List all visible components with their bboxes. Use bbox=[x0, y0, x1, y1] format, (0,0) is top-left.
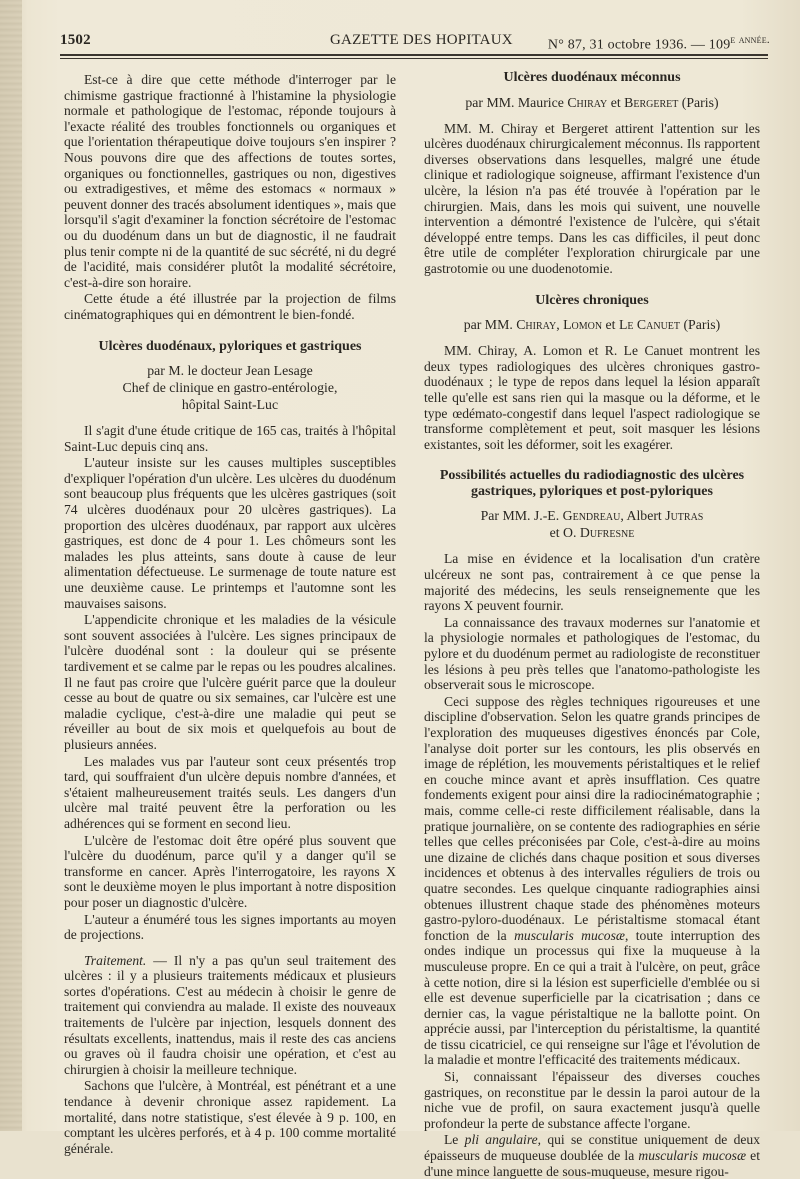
body-text: , qui se constitue uniquement de deux épaisseurs de muqueuse doublée de la bbox=[424, 1132, 760, 1164]
byline-text: (Paris) bbox=[678, 94, 719, 110]
body-paragraph: Sachons que l'ulcère, à Montréal, est pénétrant et a une tendance à devenir chronique assez rapidement. La mortalité, dans notre statistique, s'est élevée à 9 p. 100, en comptant les ulcères perforés, et à 4 p. 100 comme mortalité générale. bbox=[64, 1078, 396, 1156]
body-text: et d'une mince languette de sous-muqueuse, mesure rigou- bbox=[424, 1148, 760, 1179]
body-paragraph: MM. M. Chiray et Bergeret attirent l'attention sur les ulcères duodénaux chirurgicalement méconnus. Ils rapportent diverses observations dans lesquelles, malgré une étude clinique et radiologique soigneuse, affirmant l'existence d'un ulcère, la lésion n'a pas été trouvée à l'opération par le chirurgien. Mais, dans les mois qui suivent, une nouvelle intervention a démontré l'existence de l'ulcère, qui s'était développé entre temps. Dans les cas difficiles, il peut donc être utile de compléter l'exploration chirurgicale par une gastrotomie ou une duodenotomie. bbox=[424, 120, 760, 276]
byline-line bbox=[424, 524, 760, 541]
section-title-ulceres-duodenaux: Ulcères duodénaux, pyloriques et gastriques bbox=[98, 338, 362, 354]
byline-text: par MM. bbox=[463, 317, 517, 333]
byline-text: et bbox=[607, 94, 625, 110]
section-byline bbox=[64, 362, 396, 413]
issue-year-suffix: e année. bbox=[730, 32, 770, 46]
intro-paragraph-1: Est-ce à dire que cette méthode d'interroger par le chimisme gastrique fractionné à l'histamine la physiologie normale et pathologique de l'estomac, réponde toujours à l'exacte réalité des troubles fonctionnels ou organiques et que l'orientation thérapeutique doive toujours s'en inspirer ? Nous pouvons dire que des affections de toutes sortes, organiques ou fonctionnelles, gastriques ou non, digestives ou extradigestives, et même des estomacs « normaux » peuvent donner des tracés absolument identiques », mais que lorsqu'il s'agit d'examiner la fonction sécrétoire de l'estomac ou du duodénum dans un but de diagnostic, il ne faudrait plus tenir compte ni de la quantité de suc sécrété, ni du degré de l'acidité, mais considérer plutôt la modalité sécrétoire, c'est-à-dire son horaire. bbox=[64, 72, 396, 290]
body-text: Le bbox=[444, 1132, 465, 1148]
byline-role: Chef de clinique en gastro-entérologie, bbox=[122, 380, 338, 396]
italic-term: pli angulaire bbox=[464, 1132, 538, 1148]
page-header bbox=[60, 28, 770, 53]
issue-date: N° 87, 31 octobre 1936. — 109 bbox=[547, 37, 731, 53]
section-title-ulceres-meconnus: Ulcères duodénaux méconnus bbox=[503, 70, 681, 85]
page-number: 1502 bbox=[60, 32, 91, 48]
body-paragraph: Il s'agit d'une étude critique de 165 cas, traités à l'hôpital Saint-Luc depuis cinq ans. bbox=[64, 423, 396, 454]
byline-text: Par MM. J.-E. bbox=[480, 508, 563, 524]
body-paragraph: L'auteur a énuméré tous les signes importants au moyen de projections. bbox=[64, 911, 396, 943]
section-byline bbox=[424, 94, 760, 111]
author-name: Jutras bbox=[665, 508, 704, 524]
body-paragraph: La mise en évidence et la localisation d'un cratère ulcéreux ne sont pas, contrairement à ce que pense la majorité des médecins, les seuls renseignemente que les rayons X peuvent fournir. bbox=[424, 551, 760, 614]
body-paragraph: L'auteur insiste sur les causes multiples susceptibles d'expliquer l'opération d'un ulcère. Les ulcères du duodénum sont beaucoup plus fréquents que les ulcères gastriques (soit 74 ulcères duodénaux pour 20 ulcères gastriques). La proportion des ulcères duodénaux, par rapport aux ulcères gastriques, est donc de 4 pour 1. Les chômeurs sont les malades les plus atteints, sans doute à cause de leur alimentation défectueuse. Le surmenage de toute nature est une deuxième cause. Le printemps et l'automne sont les mauvaises saisons. bbox=[64, 455, 396, 611]
body-text: , toute interruption des ondes indique un processus qui fixe la muqueuse à la musculeuse propre. En ce qui a trait à l'ulcère, on peut, grâce à cette notion, dire si la lésion est superficielle d'emblée ou si elle est devenue superficielle par la cicatrisation ; dans ce dernier cas, la vague péristaltique ne la ballotte point. On apprécie aussi, par l'interception du péristaltisme, la quantité de tissu cicatriciel, ce qui renseigne sur l'âge et l'évolution de la maladie et montre l'efficacité des traitements médicaux. bbox=[424, 927, 761, 1068]
section-title-ulceres-chroniques: Ulcères chroniques bbox=[535, 292, 649, 308]
treatment-label: Traitement. bbox=[84, 952, 147, 968]
body-paragraph: MM. Chiray, A. Lomon et R. Le Canuet montrent les deux types radiologiques des ulcères chroniques gastro-duodénaux ; le type de repos dans lequel la lésion apparaît telle qu'elle est sans rien qui la masque ou la déforme, et le type œdémato-congestif dans lequel l'aspect radiologique se transforme complètement et peut, soit masquer les lésions existantes, soit les déformer, soit les exagérer. bbox=[424, 343, 760, 452]
body-paragraph: Si, connaissant l'épaisseur des diverses couches gastriques, on reconstitue par le dessin la paroi autour de la niche vue de profil, on saura exactement jusqu'à quelle profondeur la perte de substance affecte l'organe. bbox=[424, 1069, 760, 1131]
body-text: Ceci suppose des règles techniques rigoureuses et une discipline d'observation. Selon les quatre grands principes de l'exploration des muqueuses digestives énoncés par Cole, l'analyse doit porter sur les contours, les plis observés en image de réplétion, les mouvements péristaltiques et le relief en couche mince avant et après insufflation. Ces quatre fondements exigent pour ainsi dire la radiocinématographie ; mais, comme celle-ci reste difficilement réalisable, dans la pratique journalière, on se contente des radiographies en série telles que celles préconisées par Cole, c'est-à-dire au moins une dizaine de clichés dans chaque position et sous diverses incidences et obtenus à des intervalles réguliers de trois ou quatre secondes. Les quelque cinquante radiographies ainsi obtenues illustrent chaque stade des phénomènes moteurs gastro-pyloro-duodénaux. Le péristaltisme stomacal étant fonction de la bbox=[424, 693, 760, 943]
header-rule-thick bbox=[60, 54, 768, 56]
body-paragraph: La connaissance des travaux modernes sur l'anatomie et la physiologie normales et pathologiques de l'estomac, du pylore et du duodénum permet au radiologiste de reconstituer les lésions à peu près telles que l'anatomo-pathologiste les observerait sous le microscope. bbox=[424, 614, 760, 693]
body-paragraph bbox=[424, 694, 760, 1068]
section-title-radiodiagnostic: Possibilités actuelles du radiodiagnostic des ulcères gastriques, pyloriques et post-pyloriques bbox=[439, 468, 745, 499]
byline-author: par M. le docteur Jean Lesage bbox=[147, 363, 313, 379]
byline-text: et O. bbox=[549, 525, 580, 541]
body-paragraph: Les malades vus par l'auteur sont ceux présentés trop tard, qui souffraient d'un ulcère depuis nombre d'années, et s'étaient malheureusement traités seuls. Les dangers d'un ulcère mal traité peuvent être la perforation ou les adhérences qui se forment en second lieu. bbox=[64, 753, 396, 831]
author-name: Dufresne bbox=[579, 525, 635, 541]
byline-text: par MM. Maurice bbox=[465, 94, 568, 110]
body-paragraph: L'ulcère de l'estomac doit être opéré plus souvent que l'ulcère du duodénum, parce qu'il y a danger qu'il se transforme en cancer. Après l'interrogatoire, les rayons X sont le deuxième moyen le plus important à notre disposition pour poser un diagnostic d'ulcère. bbox=[64, 832, 396, 910]
treatment-paragraph bbox=[64, 953, 396, 1078]
author-name: Lomon bbox=[563, 317, 603, 333]
journal-title: GAZETTE DES HOPITAUX bbox=[330, 32, 513, 48]
byline-text: et bbox=[602, 317, 619, 333]
body-paragraph bbox=[424, 1132, 760, 1179]
byline-text: , bbox=[556, 317, 564, 333]
left-column bbox=[64, 72, 396, 1156]
binding-edge bbox=[0, 0, 22, 1131]
section-byline bbox=[424, 507, 760, 541]
right-column bbox=[424, 70, 760, 1179]
byline-text: (Paris) bbox=[680, 317, 721, 333]
byline-text: , Albert bbox=[620, 508, 666, 524]
author-name: Chiray bbox=[567, 94, 608, 110]
author-name: Bergeret bbox=[624, 94, 679, 110]
byline-line bbox=[424, 507, 760, 524]
byline-hospital: hôpital Saint-Luc bbox=[181, 397, 279, 413]
author-name: Le Canuet bbox=[618, 317, 681, 333]
author-name: Chiray bbox=[516, 317, 557, 333]
body-paragraph: L'appendicite chronique et les maladies de la vésicule sont souvent associées à l'ulcère. Les signes principaux de l'ulcère duodénal sont : la douleur qui se présente tardivement et se calme par le repas ou les poudres alcalines. Il ne faut pas croire que l'ulcère guérit parce que la douleur cesse au bout de quatre ou six semaines, car l'ulcère est une maladie cyclique, c'est-à-dire une maladie qui peut se réveiller au bout de six mois et quelquefois au bout de plusieurs années. bbox=[64, 612, 396, 752]
issue-info bbox=[548, 32, 770, 54]
latin-term: muscularis mucosæ bbox=[638, 1148, 747, 1164]
latin-term: muscularis mucosæ bbox=[514, 927, 625, 943]
intro-paragraph-2: Cette étude a été illustrée par la projection de films cinématographiques qui en démontrent le bien-fondé. bbox=[64, 291, 396, 322]
header-rule-thin bbox=[60, 58, 768, 59]
paragraph-spacer bbox=[64, 943, 396, 953]
treatment-text: — Il n'y a pas qu'un seul traitement des ulcères : il y a plusieurs traitements médicaux et plusieurs sortes d'opérations. C'est au médecin à choisir le genre de traitement qui conviendra au malade. Il existe des nouveaux traitements de l'ulcère par injection, lesquels donnent des résultats excellents, inattendus, mais il reste des cas anciens ou graves où il faudra choisir une opération, et c'est au chirurgien à choisir la meilleure technique. bbox=[64, 952, 396, 1077]
author-name: Gendreau bbox=[562, 508, 621, 524]
section-byline bbox=[424, 316, 760, 333]
